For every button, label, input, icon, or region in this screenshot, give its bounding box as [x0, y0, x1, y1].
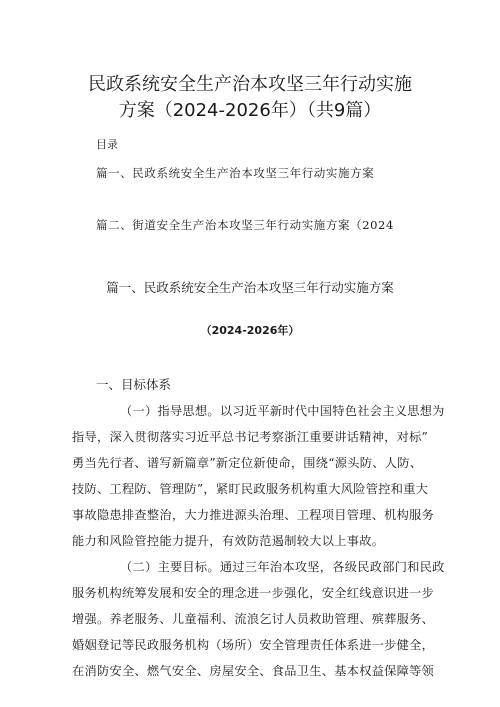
paragraph-line: （一）指导思想。以习近平新时代中国特色社会主义思想为 — [120, 404, 445, 418]
toc-item[interactable]: 篇二、街道安全生产治本攻坚三年行动实施方案（2024 — [96, 218, 394, 232]
paragraph-line: 在消防安全、燃气安全、房屋安全、食品卫生、基本权益保障等领 — [72, 664, 435, 678]
section-heading: 一、目标体系 — [96, 377, 172, 392]
document-title-line-2: 方案（2024-2026年）（共9篇） — [118, 100, 382, 121]
paragraph-line: 服务机构统筹发展和安全的理念进一步强化，安全红线意识进一步 — [72, 586, 435, 600]
paragraph-line: （二）主要目标。通过三年治本攻坚，各级民政部门和民政 — [120, 560, 445, 574]
section-subtitle: （2024-2026年） — [200, 324, 300, 337]
paragraph-line: 技防、工程防、管理防”，紧盯民政服务机构重大风险管控和重大 — [72, 482, 429, 496]
toc-item[interactable]: 篇一、民政系统安全生产治本攻坚三年行动实施方案 — [96, 166, 375, 180]
paragraph-line: 增强。养老服务、儿童福利、流浪乞讨人员救助管理、殡葬服务、 — [72, 612, 435, 626]
toc-label: 目录 — [96, 138, 118, 151]
paragraph-line: 勇当先行者、谱写新篇章”新定位新使命，围绕“源头防、人防、 — [72, 456, 423, 470]
paragraph-line: 指导，深入贯彻落实习近平总书记考察浙江重要讲话精神，对标” — [72, 430, 429, 444]
section-title: 篇一、民政系统安全生产治本攻坚三年行动实施方案 — [106, 280, 394, 295]
paragraph-line: 能力和风险管控能力提升，有效防范遏制较大以上事故。 — [72, 534, 385, 548]
paragraph-line: 婚姻登记等民政服务机构（场所）安全管理责任体系进一步健全， — [72, 638, 435, 652]
paragraph-line: 事故隐患排查整治，大力推进源头治理、工程项目管理、机构服务 — [72, 508, 435, 522]
document-title-line-1: 民政系统安全生产治本攻坚三年行动实施 — [88, 74, 412, 95]
